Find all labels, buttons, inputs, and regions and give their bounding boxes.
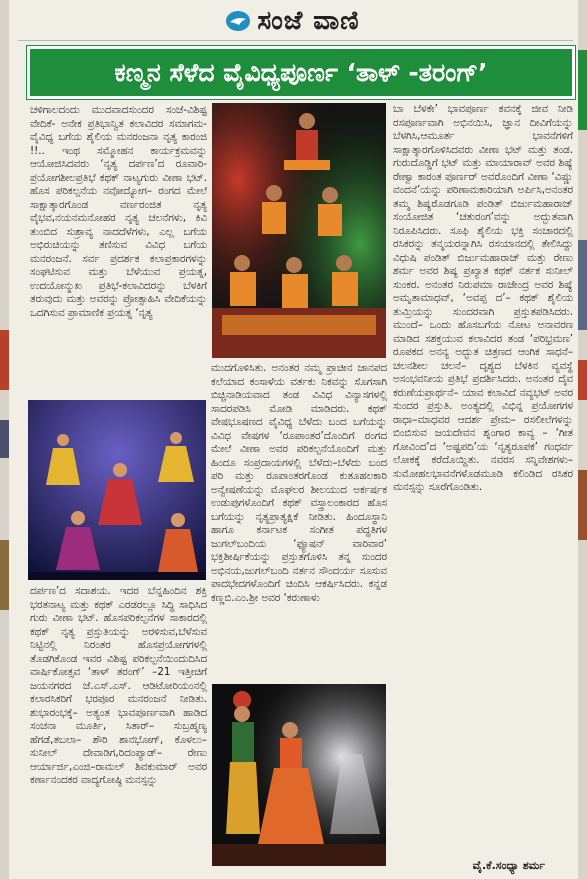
photo-kathak-costumes — [28, 400, 206, 580]
masthead-rule — [18, 40, 573, 41]
masthead — [180, 4, 405, 38]
right-page-edge — [578, 0, 587, 879]
article-text: ಬಾ ಬೆಳಕೇ’ ಭಾವಪೂರ್ಣ ಕವನಕ್ಕೆ ಜೀವ ನೀಡಿ ರಸಪೂರ್ಣವಾಗಿ ಅಭಿನಯಿಸಿ, ಜ್ಞಾನ ದೀವಿಗೆಯನ್ನು ಬೆಳಗಿಸಿ,ಆಮೂರ್ತ ಭಾವನೆಗಳಿಗೆ ಸಾಕ್ಷಾತ್ಕಾರಗೊಳಿಸಿದವರು ವೀಣಾ ಭಟ್ ಮತ್ತು ತಂಡ. ಗುರುದೊಡ್ಡಿಗೆ ಭಟ್ ಮತ್ತು ಮಾಯಾರಾವ್ ಅವರ ಶಿಷ್ಯೆ ರೇಣ್ವಾ ಕಾರಂತ ಪೂರ್ಣರ್ ಅವರೊಂದಿಗೆ ವೀಣಾ ‘ವಿಷ್ಣು ವಂದನೆ’ಯನ್ನು ಪರಿಣಾಮಕಾರಿಯಾಗಿ ಅರ್ಪಿಸಿ,ಅನಂತರ ತಮ್ಮ ಶಿಷ್ಯರೊಡಗೂಡಿ ಪಂಡಿತ್ ಬಿರ್ಜುಮಹಾರಾಜ್ ಸಂಯೋಜಿತ ‘ಚತುರಂಗ’ವನ್ನು ಅದ್ಭುತವಾಗಿ ನಿರೂಪಿಸಿದರು. ಸೂಫಿ ಶೈಲಿಯ ಭಕ್ತಿ ಸಂಚಾರದಲ್ಲಿ ರಸಿಕರನ್ನು ತನ್ಮಯರನ್ನಾಗಿಸಿ ರಸಯಾನದಲ್ಲಿ ತೇಲಿಸಿದ್ದು ವಿಧುಷಿ ಪಂಡಿತ್ ಬಿರ್ಜುಮಹಾರಾಜ್ ಮತ್ತು ರೇಣು ಶರ್ಮ ಅವರ ಶಿಷ್ಯ ಪ್ರಖ್ಯಾತ ಕಥಕ್ ನರ್ತಕ ಸುನೀಲ್ ಸುಂಕರ. ಅನಂತರ ನಿರುಪಮಾ ರಾಜೇಂದ್ರ ಅವರ ಶಿಷ್ಯೆ ಅಮೃತಾಮಾಧವ್, ‘ಅವಪ್ಪ ದ’– ಕಥಕ್ ಶೈಲಿಯ ತುಮ್ರಿಯನ್ನು ಸುಂದರವಾಗಿ ಪ್ರಸ್ತುತಪಡಿಸಿದರು. ಮುಂದೆ– ಒಂದು ಹೊಸಬಗೆಯ ನೋಟ ಅನಾವರಣ ಮಾಡಿದ ಸಶಕ್ತಯುವ ಕಲಾವಿದರ ತಂಡ ‘ಪರಿಭ್ರಮಣ’ ರೂಪಕದ ಅನನ್ಯ ಅದ್ಭುತ ಚಿತ್ರಣದ ಆಂಗಿಕ ಸಾಧನೆ– ಚಲನಶೀಲ ಚಲನೆ– ದೃಶ್ಯದ ಬೆಳಕಿನ ವ್ಯವಸ್ಥೆ ಅಸಂಭವನೀಯ ಪ್ರತಿಭೆ ಪ್ರದರ್ಶಿಸಿದರು. ಅನಂತರ ದೈವ ಕರುಣೆಯಪ್ರಾರ್ಥನೆ– ಯಾವ ಕಲಾವಿದೆ ನವ್ಯಭಟ್ ಅವರ ಸುಂದರ ಪ್ರಸ್ತುತಿ. ಅಂತ್ಯದಲ್ಲಿ ವಿಭಿನ್ನ ಪ್ರಯೋಗಗಳ ರಾಧಾ–ಮಾಧವರ ಆದರ್ಶ ಪ್ರೇಮ– ರಸಲೀಲೆಗಳನ್ನು ಬಿಂಬಿಸುವ ಜಯದೇವನ ಶೃಂಗಾರ ಕಾವ್ಯ – ‘ಗೀತ ಗೋವಿಂದ’ದ ‘ಅಷ್ಟಪದಿ’ಯ ‘ನೃತ್ಯರೂಪಕ’ ಗಂಧರ್ವ ಲೋಕಕ್ಕೆ ಕರೆದೊಯ್ದಿತು. ನವರಸ ಸನ್ನಿವೇಶಗಳು– ಸುಮೋಹಲಭಾವನೆಗಳೊಡಮೂಡಿ ಕಲಿಂಡಿದ ರಸಿಕರ ಮನಸ್ಸನ್ನು ಸೂರೆಗೊಂಡಿತು. — [393, 103, 573, 493]
byline: ವೈ.ಕೆ.ಸಂಧ್ಯಾ ಶರ್ಮ — [472, 859, 545, 872]
article-text: ಚಳಿಗಾಲದಂದು ಮುದವಾದಸುಂದರ ಸಂಜೆ-ವಿಶಿಷ್ಟ ವೇದಿಕೆ- ಅನೇಕ ಪ್ರತಿಭಾನ್ವಿತ ಕಲಾವಿದರ ಸಮಾಗಮ- ವೈವಿಧ್ಯ ಬಗೆಯ ಶೈಲಿಯ ಮನರಂಜನಾ ನೃತ್ಯ ಕಾರಂಜಿ !!.. ಇಂಥ ಸಮ್ಮೋಹನ ಕಾರ್ಯಕ್ರಮವನ್ನು ಆಯೋಜಿಸಿದವರು ‘ನೃತ್ಯ ದರ್ಪಣ’ದ ರೂವಾರಿ-ಪ್ರಯೋಗಶೀಲಪ್ರತಿಭೆ ಕಥಕ್ ನಾಟ್ಯಗುರು ವೀಣಾ ಭಟ್. ಹೊಸ ಪರಿಕಲ್ಪನೆಯ ನವೋದ್ಯೋಗ– ರಂಗದ ಮೇಲೆ ಸಾಕ್ಷಾತ್ಕಾರಗೊಂಡ ವರ್ಣರಂಜಿತ ನೃತ್ಯ ವೈಭವ,ನಯನಮನೋಹರ ನೃತ್ಯ ಚಲನೆಗಳು, ಕಿವಿ ತುಂಬಿದ ಸುಶ್ರಾವ್ಯ ನಾದದೆಳೆಗಳು, ಎಲ್ಲ ಬಗೆಯ ಅಭಿರುಚಿಯನ್ನು ತಣಿಸುವ ವಿವಿಧ ಬಗೆಯ ಮನರಂಜನೆ. ಸರ್ವ ಪ್ರದರ್ಶಕ ಕಲಾಪ್ರಕಾರಗಳನ್ನು ಸಂಘಟಿಸುವ ಮತ್ತು ಬೆಳೆಯುವ ಪ್ರಯತ್ನ, ಉದಯೋನ್ಮುಖ ಪ್ರತಿಭೆ-ಕಲಾವಿದರನ್ನು ಬೆಳಕಿಗೆ ತರುವುದು ಮತ್ತು ಅವರನ್ನು ಪ್ರೋತ್ಸಾಹಿಸಿ ವೇದಿಕೆಯನ್ನು ಒದಗಿಸುವ ಪ್ರಾಮಾಣಿಕ ಪ್ರಯತ್ನ ‘ನೃತ್ಯ — [30, 104, 207, 319]
article-col1-top — [30, 104, 207, 388]
photo-kamsale-pyramid — [212, 103, 386, 358]
masthead-title: ಸಂಜೆ ವಾಣಿ — [257, 5, 360, 36]
dancers-pyramid-photo — [212, 103, 386, 358]
article-col3 — [393, 103, 573, 855]
left-page-edge — [0, 0, 9, 879]
article-col2 — [211, 362, 387, 678]
dove-emblem-icon — [225, 10, 251, 32]
photo-radha-krishna — [212, 684, 386, 866]
radha-krishna-dance-photo — [212, 684, 386, 866]
article-col1-bottom — [30, 585, 207, 865]
headline-banner — [27, 46, 575, 99]
article-text: ಮುದಗೊಳಿಸಿತು. ಅನಂತರ ನಮ್ಮ ಪ್ರಾಚೀನ ಜಾನಪದ ಕಲೆಯಾದ ಕಂಸಾಳೆಯ ವರ್ತಕು ನಿಕವನ್ನು ಸೊಗಸಾಗಿ ಬಿಚ್ಚಿನಾಡಿಯವಾದ ತಂಡ ವಿವಿಧ ವಿನ್ಯಾಸಗಳಲ್ಲಿ ಸಾದರಪಡಿಸಿ ಮೋಡಿ ಮಾಡಿದರು. ಕಥಕ್ ವೇಷಭೂಷಣದ ವೈವಿಧ್ಯ ಬೆಳೆದು ಬಂದ ಬಗೆಯನ್ನು ವಿವಿಧ ವೇಷಗಳ ‘ರೂಪಾಂತರ’ದೊಂದಿಗೆ ರಂಗದ ಮೇಲೆ ವೀಣಾ ಅವರ ಪರಿಕಲ್ಪನೆಯೊಂದಿಗೆ ಮತ್ತು ಹಿಂದೂ ಸಂಪ್ರದಾಯಗಳಲ್ಲಿ ಬೆಳೆದು–ಬೆಳೆದು ಬಂದ ಪರಿ ಮತ್ತು ರೂಪಾಂತರಗೊಂಡ ಕುತೂಹಲಕಾರಿ ಅನ್ವೇಷಣೆಯನ್ನು ಮೊಘಲರ ಶೀಲಯುದ ಅರ್ಕರ್ಷಕ ಉಡುಪುಗಳೊಂದಿಗೆ ಕಥಕ್ ವಸ್ತ್ರಾಲಂಕಾರದ ಹೊಸ ಬಗೆಯನ್ನು ನೃತ್ಯಪ್ರಾತ್ಯಕ್ಷಿಕೆ ನೀಡಿತು. ಹಿಂದೂಸ್ಥಾನಿ ಹಾಗೂ ಕರ್ನಾಟಕ ಸಂಗೀತ ಪದ್ಧತಿಗಳ ಜುಗಲ್‌ಬಂದಿಯ ‘ಫ್ಯೂಷನ್ ವಾರಿವಾರ’ ಭಕ್ತಿಶೀರ್ಷಿಕೆಯನ್ನು ಪ್ರಸ್ತುತಗೊಳಿಸಿ ತನ್ನ ಸುಂದರ ಅಭಿನಯ,ಜುಗಲ್‌ಬಂದಿ ನರ್ತನ ಸೌಂದರ್ಯ ಸೂಸುವ ಪಾದಭೇದಗಳೊಂದಿಗೆ ಚಿಂದಿಸಿ ಆಕರ್ಷಿಸಿದರು. ಕನ್ನಡ ಕಣ್ಣಬಿ.ಎಂ.ಶ್ರೀ ಅವರ ‘ಕರುಣಾಳು — [211, 362, 387, 604]
headline: ಕಣ್ಮನ ಸೆಳೆದ ವೈವಿಧ್ಯಪೂರ್ಣ ‘ತಾಳ್ -ತರಂಗ್’ — [114, 57, 488, 87]
kathak-dancers-photo — [28, 400, 206, 580]
article-text: ದರ್ಪಣ’ದ ಸದಾಶಯ. ಇದರ ಬೆನ್ನಹಿಂದಿನ ಶಕ್ತಿ ಭರತನಾಟ್ಯ ಮತ್ತು ಕಥಕ್ ಎರಡರಲ್ಲೂ ಸಿದ್ಧಿ ಸಾಧಿಸಿದ ಗುರು ವೀಣಾ ಭಟ್. ಹೊಸಪರಿಕಲ್ಪನೆಗಳ ಸಾಕಾರದಲ್ಲಿ ಕಥಕ್ ನೃತ್ಯ ಪ್ರಸ್ತುತಿಯನ್ನು ಅರಳಿಸುವ,ಬೆಳೆಸುವ ನಿಟ್ಟಿನಲ್ಲಿ ನಿರಂತರ ಹೊಸಪ್ರಯೋಗಗಳಲ್ಲಿ ತೊಡಗಿಕೊಂಡ ಇವರ ವಿಶಿಷ್ಟ ಪರಿಕಲ್ಪನೆಯಿಂದುದಿಸಿದ ವಾರ್ಷಿಕೋತ್ಸವ ‘ತಾಳ್ ತರಂಗ್’ –21 ಇತ್ತೀಚಿಗೆ ಜಯನಗರದ ಜೆ.ಎಸ್.ಎಸ್. ಆಡಿಟೋರಿಯಂನಲ್ಲಿ ಕಲಾರಸಿಕರಿಗೆ ಭರಪೂರ ಮನರಂಜನೆ ನೀಡಿತು. ಶುಭಾರಂಭಕ್ಕೆ– ಅತ್ಯಂತ ಭಾವಪೂರ್ಣವಾಗಿ ಹಾಡಿದ ಸಂಚನಾ ಮೂರ್ತಿ, ಸಿತಾರ್– ಸುಬ್ರಹ್ಮಣ್ಯ ಹೆಗಡೆ,ತಬಲಾ– ಶೌರಿ ಶಾನಭೋಗ್, ಕೊಳಲು– ಸುನೀಲ್ ದೇವಾಡಿಗ,ರಿದಂಪ್ಯಾಡ್– ರೇಣು ಆರ್ಯಾರ್ಜಿ,ಎಂಜಿ–ರಾಮಲ್ ಶಿವಕುಮಾರ್ ಅವರ ಕರ್ಣಾನಂದಕರ ವಾದ್ಯಗೋಷ್ಠಿ ಮನಸ್ಸನ್ನು — [30, 585, 207, 786]
